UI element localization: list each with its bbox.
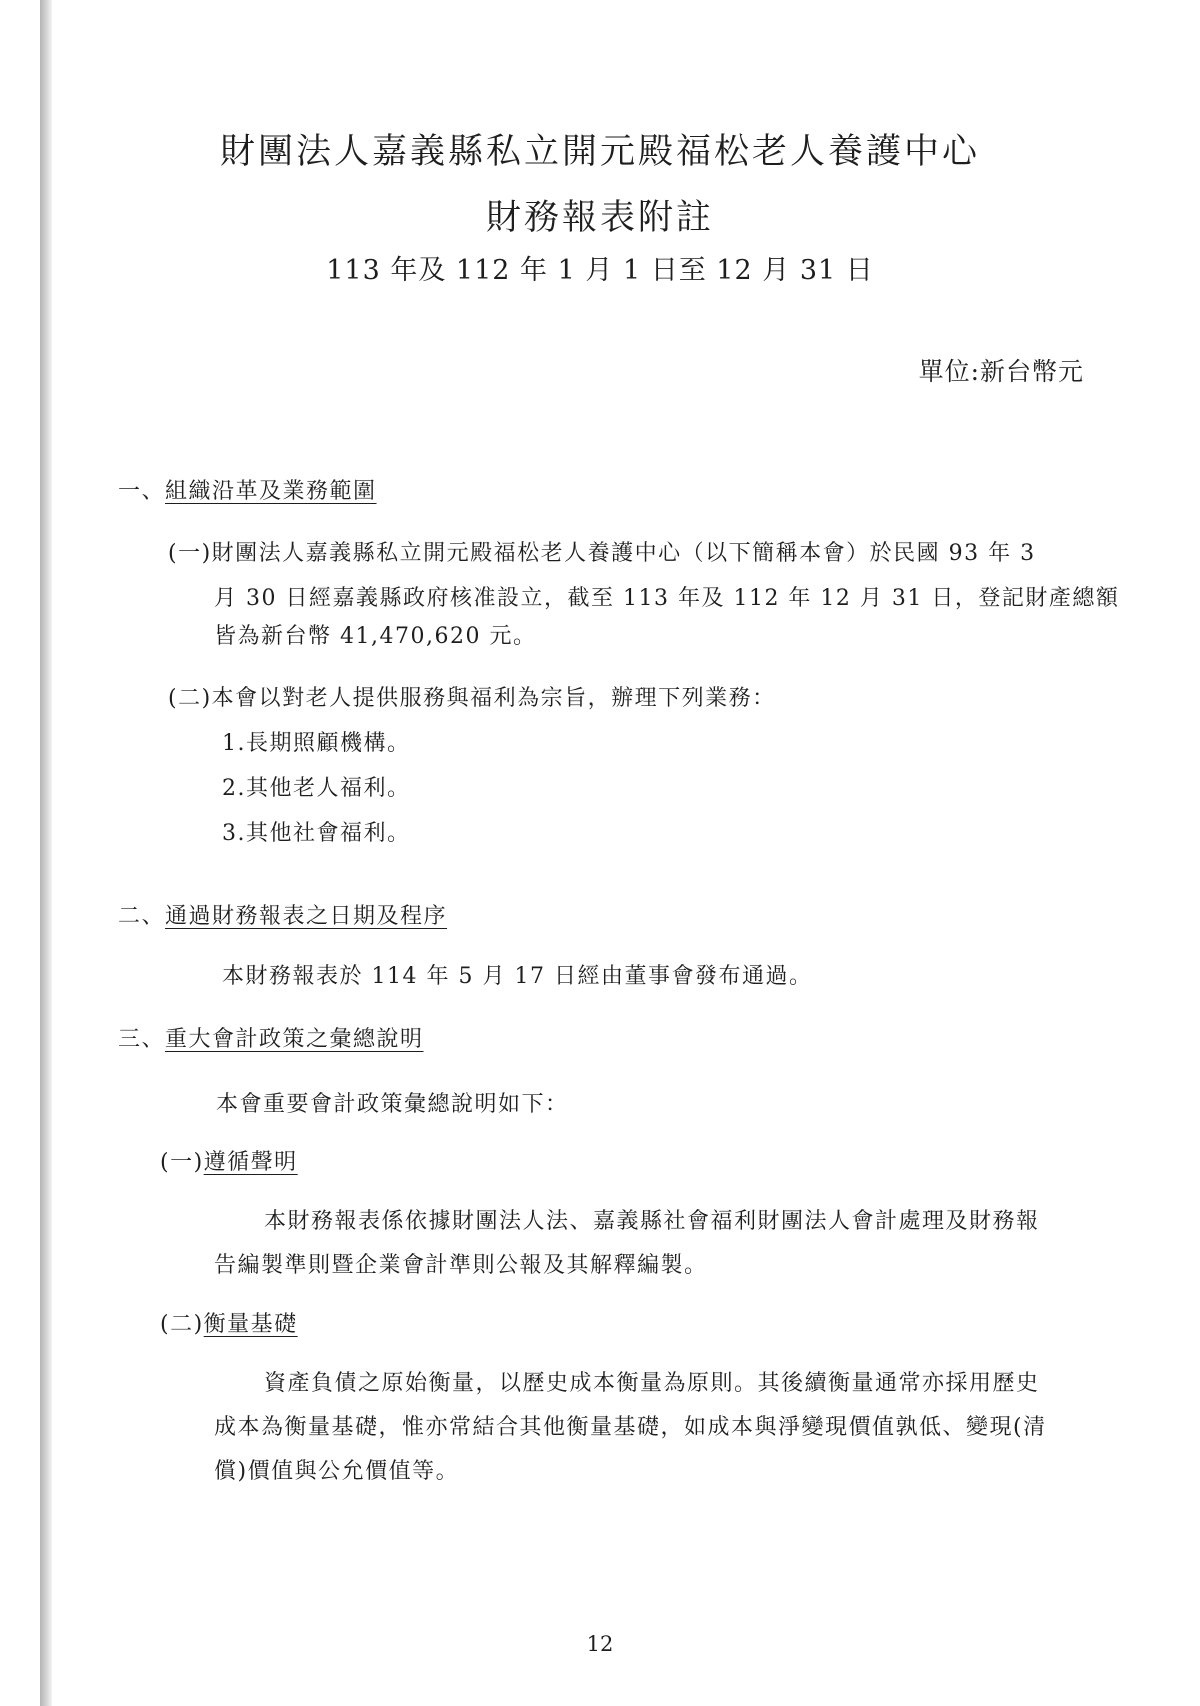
subsection-2-line-2: 成本為衡量基礎，惟亦常結合其他衡量基礎，如成本與淨變現價值孰低、變現(清	[214, 1415, 1047, 1440]
section-1-item-1-line-1: (一)財團法人嘉義縣私立開元殿福松老人養護中心（以下簡稱本會）於民國 93 年 3	[168, 541, 1036, 566]
subsection-2-number: (二)	[160, 1312, 204, 1337]
subsection-2-title: 衡量基礎	[203, 1312, 298, 1337]
section-3-title: 重大會計政策之彙總說明	[165, 1027, 424, 1052]
section-2-number: 二、	[118, 904, 166, 929]
subsection-1-title: 遵循聲明	[203, 1150, 298, 1175]
section-2-heading	[118, 899, 447, 930]
subsection-1-line-1: 本財務報表係依據財團法人法、嘉義縣社會福利財團法人會計處理及財務報	[264, 1209, 1040, 1234]
section-1-item-2-intro: (二)本會以對老人提供服務與福利為宗旨，辦理下列業務：	[168, 686, 776, 711]
page-number: 12	[586, 1632, 614, 1656]
subsection-2-heading	[160, 1307, 298, 1338]
subsection-2-line-3: 償)價值與公允價值等。	[214, 1459, 460, 1484]
section-3-heading	[118, 1022, 424, 1053]
document-period: 113 年及 112 年 1 月 1 日至 12 月 31 日	[326, 255, 874, 286]
section-2-title: 通過財務報表之日期及程序	[165, 904, 448, 929]
section-1-number: 一、	[118, 479, 166, 504]
section-2-text: 本財務報表於 114 年 5 月 17 日經由董事會發布通過。	[222, 964, 813, 989]
subsection-1-number: (一)	[160, 1150, 204, 1175]
section-1-item-1-line-3: 皆為新台幣 41,470,620 元。	[214, 624, 537, 649]
document-subtitle: 財務報表附註	[485, 198, 714, 238]
currency-unit: 單位:新台幣元	[918, 357, 1084, 386]
list-item: 1.長期照顧機構。	[222, 731, 411, 756]
list-item: 2.其他老人福利。	[222, 776, 411, 801]
list-item: 3.其他社會福利。	[222, 821, 411, 846]
subsection-1-heading	[160, 1145, 298, 1176]
subsection-2-line-1: 資產負債之原始衡量，以歷史成本衡量為原則。其後續衡量通常亦採用歷史	[264, 1371, 1040, 1396]
section-1-title: 組織沿革及業務範圍	[165, 479, 377, 504]
section-3-number: 三、	[118, 1027, 166, 1052]
document-title: 財團法人嘉義縣私立開元殿福松老人養護中心	[219, 132, 980, 172]
section-3-intro: 本會重要會計政策彙總說明如下：	[216, 1092, 569, 1117]
section-1-heading	[118, 474, 377, 505]
subsection-1-line-2: 告編製準則暨企業會計準則公報及其解釋編製。	[214, 1253, 708, 1278]
section-1-item-1-line-2: 月 30 日經嘉義縣政府核准設立，截至 113 年及 112 年 12 月 31 日，登記財產總額	[214, 586, 1120, 611]
